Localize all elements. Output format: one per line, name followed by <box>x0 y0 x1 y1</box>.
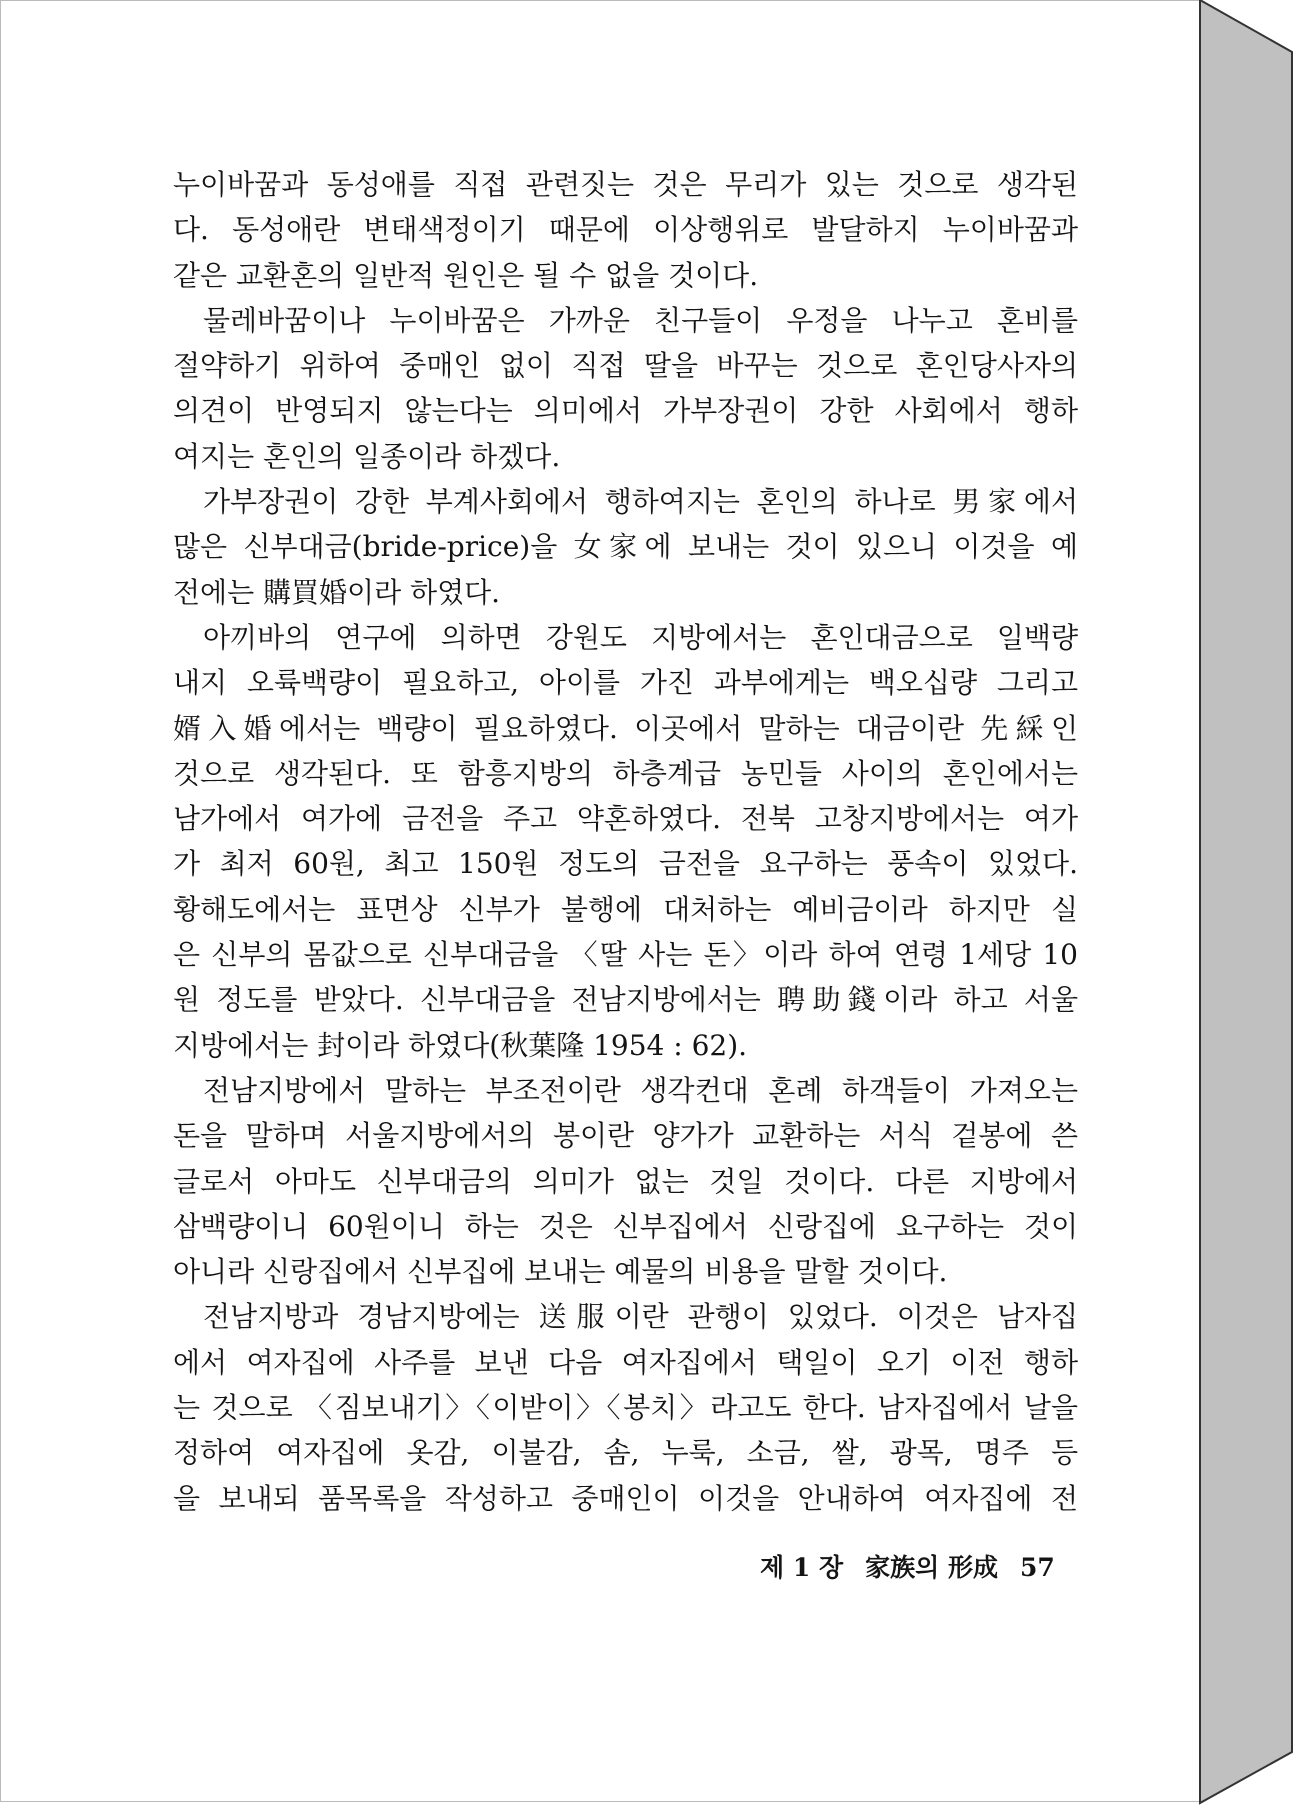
text-line-content: 는 것으로 〈짐보내기〉〈이받이〉〈봉치〉라고도 한다. 남자집에서 날을 <box>173 1391 1078 1425</box>
text-line <box>173 343 1078 388</box>
text-line-content: 내지 오륙백량이 필요하고, 아이를 가진 과부에게는 백오십량 그리고 <box>173 666 1078 700</box>
text-line <box>173 570 1078 615</box>
text-line <box>173 434 1078 479</box>
text-line-content: 여지는 혼인의 일종이라 하겠다. <box>173 439 561 473</box>
text-line-content: 삼백량이니 60원이니 하는 것은 신부집에서 신랑집에 요구하는 것이 <box>173 1209 1078 1243</box>
text-line-content: 가 최저 60원, 최고 150원 정도의 금전을 요구하는 풍속이 있었다. <box>173 847 1078 881</box>
text-line-content: 전남지방과 경남지방에는 送服이란 관행이 있었다. 이것은 남자집 <box>203 1300 1078 1334</box>
text-line <box>173 1159 1078 1204</box>
text-line <box>173 1113 1078 1158</box>
text-line <box>173 660 1078 705</box>
text-line <box>173 298 1078 343</box>
text-line <box>173 388 1078 433</box>
text-line <box>173 479 1078 524</box>
text-line-content: 남가에서 여가에 금전을 주고 약혼하였다. 전북 고창지방에서는 여가 <box>173 802 1078 836</box>
body-text <box>173 162 1078 1521</box>
text-line-content: 다. 동성애란 변태색정이기 때문에 이상행위로 발달하지 누이바꿈과 <box>173 213 1078 247</box>
text-line-content: 같은 교환혼의 일반적 원인은 될 수 없을 것이다. <box>173 258 759 292</box>
text-line <box>173 977 1078 1022</box>
text-line-content: 돈을 말하며 서울지방에서의 봉이란 양가가 교환하는 서식 겉봉에 쓴 <box>173 1119 1078 1153</box>
text-line <box>173 887 1078 932</box>
text-line <box>173 932 1078 977</box>
text-line-content: 원 정도를 받았다. 신부대금을 전남지방에서는 聘助錢이라 하고 서울 <box>173 983 1078 1017</box>
text-line <box>173 207 1078 252</box>
text-line-content: 많은 신부대금(bride-price)을 女家에 보내는 것이 있으니 이것을 예 <box>173 530 1078 564</box>
text-line-content: 의견이 반영되지 않는다는 의미에서 가부장권이 강한 사회에서 행하 <box>173 394 1078 428</box>
text-line <box>173 1023 1078 1068</box>
text-line-content: 婿入婚에서는 백량이 필요하였다. 이곳에서 말하는 대금이란 先綵인 <box>173 711 1078 745</box>
chapter-title: 家族의 形成 <box>865 1553 998 1582</box>
page-number: 57 <box>1019 1553 1055 1582</box>
text-line <box>173 1294 1078 1339</box>
text-line-content: 물레바꿈이나 누이바꿈은 가까운 친구들이 우정을 나누고 혼비를 <box>203 303 1078 337</box>
text-line <box>173 751 1078 796</box>
text-line <box>173 1249 1078 1294</box>
text-line <box>173 1068 1078 1113</box>
text-line <box>173 524 1078 569</box>
text-line <box>173 1340 1078 1385</box>
text-line-content: 누이바꿈과 동성애를 직접 관련짓는 것은 무리가 있는 것으로 생각된 <box>173 168 1078 201</box>
text-line-content: 아끼바의 연구에 의하면 강원도 지방에서는 혼인대금으로 일백량 <box>203 620 1078 654</box>
text-line-content: 글로서 아마도 신부대금의 의미가 없는 것일 것이다. 다른 지방에서 <box>173 1164 1078 1198</box>
text-line <box>173 796 1078 841</box>
text-line-content: 것으로 생각된다. 또 함흥지방의 하층계급 농민들 사이의 혼인에서는 <box>173 756 1078 790</box>
text-line-content: 정하여 여자집에 옷감, 이불감, 솜, 누룩, 소금, 쌀, 광목, 명주 등 <box>173 1436 1078 1470</box>
text-line-content: 아니라 신랑집에서 신부집에 보내는 예물의 비용을 말할 것이다. <box>173 1255 948 1289</box>
text-line <box>173 1430 1078 1475</box>
text-line-content: 지방에서는 封이라 하였다(秋葉隆 1954 : 62). <box>173 1028 748 1062</box>
text-line-content: 전에는 購買婚이라 하였다. <box>173 575 501 609</box>
text-line-content: 은 신부의 몸값으로 신부대금을 〈딸 사는 돈〉이라 하여 연령 1세당 10 <box>173 938 1078 972</box>
text-line <box>173 615 1078 660</box>
text-line-content: 절약하기 위하여 중매인 없이 직접 딸을 바꾸는 것으로 혼인당사자의 <box>173 349 1078 383</box>
page-footer <box>760 1548 1077 1584</box>
text-line <box>173 1204 1078 1249</box>
chapter-label: 제 1 장 <box>760 1553 844 1582</box>
text-line-content: 에서 여자집에 사주를 보낸 다음 여자집에서 택일이 오기 이전 행하 <box>173 1345 1078 1379</box>
text-line <box>173 253 1078 298</box>
text-line <box>173 1385 1078 1430</box>
text-line-content: 을 보내되 품목록을 작성하고 중매인이 이것을 안내하여 여자집에 전 <box>173 1481 1078 1515</box>
text-line-content: 전남지방에서 말하는 부조전이란 생각컨대 혼례 하객들이 가져오는 <box>203 1073 1078 1107</box>
text-line <box>173 162 1078 207</box>
text-line <box>173 706 1078 751</box>
text-line-content: 황해도에서는 표면상 신부가 불행에 대처하는 예비금이라 하지만 실 <box>173 892 1078 926</box>
text-line <box>173 1476 1078 1521</box>
text-line-content: 가부장권이 강한 부계사회에서 행하여지는 혼인의 하나로 男家에서 <box>203 485 1078 519</box>
text-line <box>173 841 1078 886</box>
